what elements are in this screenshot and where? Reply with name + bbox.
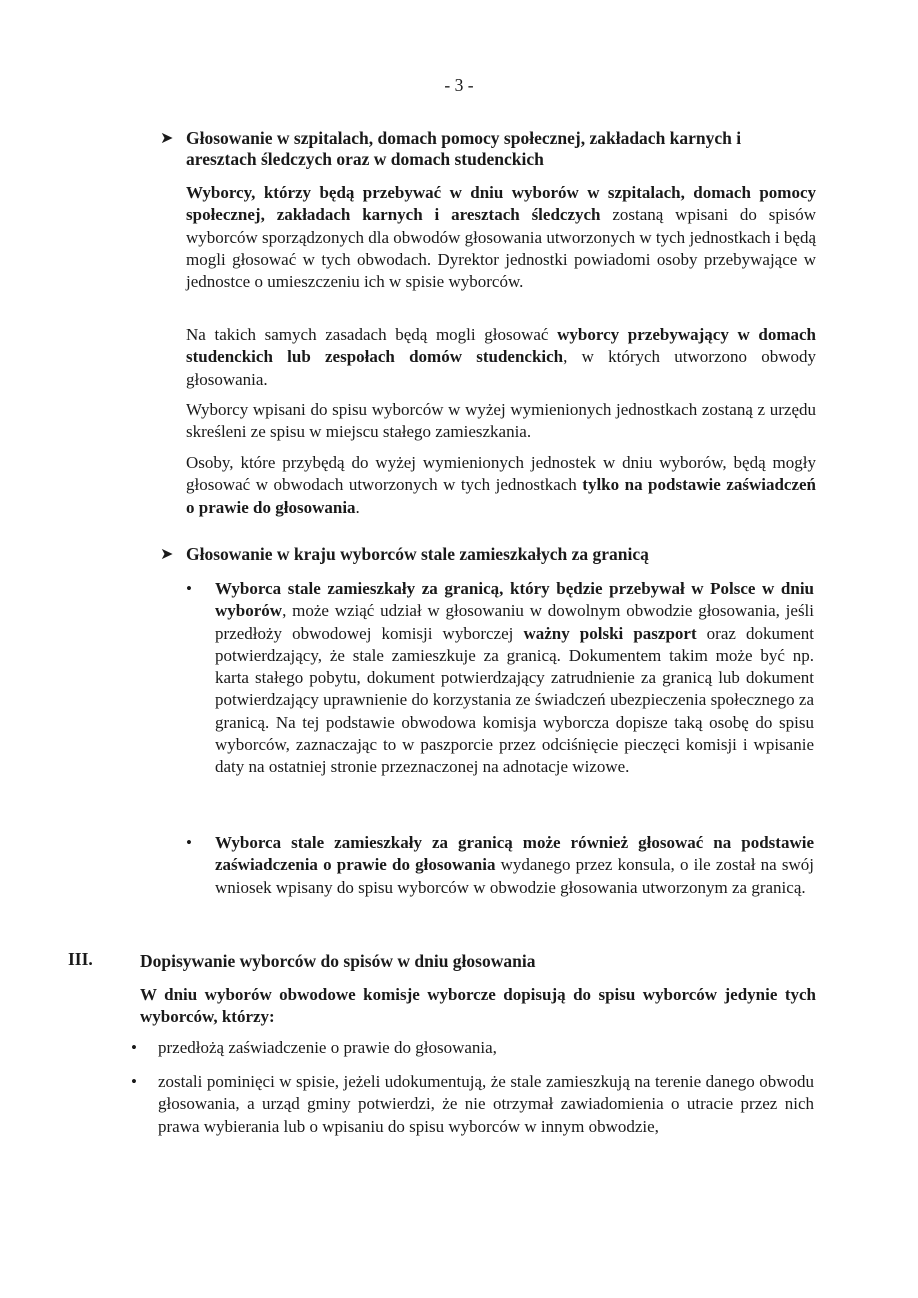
dot-bullet-icon: • bbox=[186, 579, 192, 598]
section-number: III. bbox=[68, 949, 93, 969]
text: Wyborcy wpisani do spisu wyborców w wyżej wymienionych jednostkach zostaną z urzędu skreśleni ze spisu w miejscu stałego zamieszkania. bbox=[186, 400, 816, 442]
text: Osoby, które przybędą do wyżej wymienionych jednostek w dniu wyborów, będą mogły głosować w obwodach utworzonych w tych jednostkach bbox=[186, 453, 816, 495]
text: , w których utworzono obwody głosowania. bbox=[186, 347, 816, 389]
text: wydanego przez konsula, o ile został na swój wniosek wpisany do spisu wyborców w obwodzie głosowania utworzonym za granicą. bbox=[215, 855, 814, 897]
bold-text: ważny polski paszport bbox=[523, 623, 697, 643]
arrowhead-bullet-icon: ➤ bbox=[160, 130, 174, 147]
arrowhead-bullet-icon: ➤ bbox=[160, 546, 174, 563]
text: . bbox=[355, 497, 360, 517]
bold-text: Wyborcy, którzy będą przebywać w dniu wyborów w szpitalach, domach pomocy społecznej, zakładach karnych i aresztach śledczych bbox=[186, 183, 816, 225]
paragraph-student-homes bbox=[186, 324, 816, 391]
paragraph-arriving-persons bbox=[186, 452, 816, 519]
bullet-paragraph-certificate bbox=[215, 832, 814, 899]
bullet-certificate: przedłożą zaświadczenie o prawie do głosowania, bbox=[158, 1038, 497, 1057]
bold-text: wyborcy przebywający w domach studenckich lub zespołach domów studenckich bbox=[186, 325, 816, 367]
paragraph-hospitals-voters bbox=[186, 182, 816, 293]
text: , może wziąć udział w głosowaniu w dowolnym obwodzie głosowania, jeśli przedłoży obwodowej komisji wyborczej bbox=[215, 601, 814, 643]
paragraph-intro-adding: W dniu wyborów obwodowe komisje wyborcze dopisują do spisu wyborców jedynie tych wyborców, którzy: bbox=[140, 985, 816, 1027]
section-heading-adding-voters: Dopisywanie wyborców do spisów w dniu głosowania bbox=[140, 951, 536, 971]
section-heading-hospitals: Głosowanie w szpitalach, domach pomocy społecznej, zakładach karnych i aresztach śledczych oraz w domach studenckich bbox=[186, 128, 742, 169]
page-number: - 3 - bbox=[444, 75, 474, 95]
bold-text: Wyborca stale zamieszkały za granicą może również głosować na podstawie zaświadczenia o prawie do głosowania bbox=[215, 833, 814, 875]
bold-text: tylko na podstawie zaświadczeń o prawie do głosowania bbox=[186, 475, 816, 517]
text: Na takich samych zasadach będą mogli głosować bbox=[186, 325, 558, 344]
text: zostaną wpisani do spisów wyborców sporządzonych dla obwodów głosowania utworzonych w tych jednostkach i będą mogli głosować w tych obwodach. Dyrektor jednostki powiadomi osoby przebywające w jednostce o umieszczeniu ich w spisie wyborców. bbox=[186, 205, 817, 292]
bold-text: Wyborca stale zamieszkały za granicą, który będzie przebywał w Polsce w dniu wyborów bbox=[215, 579, 814, 621]
section-heading-abroad: Głosowanie w kraju wyborców stale zamieszkałych za granicą bbox=[186, 544, 649, 564]
text: oraz dokument potwierdzający, że stale zamieszkuje za granicą. Dokumentem takim może być np. karta stałego pobytu, dokument potwierdzający zatrudnienie za granicą lub dokument potwierdzający uprawnienie do korzystania ze świadczeń ubezpieczenia społecznego za granicą. Na tej podstawie obwodowa komisja wyborcza dopisze taką osobę do spisu wyborców, zaznaczając to w paszporcie przez odciśnięcie pieczęci komisji i wpisanie daty na ostatniej stronie przeznaczonej na adnotacje wizowe. bbox=[215, 623, 814, 777]
dot-bullet-icon: • bbox=[131, 1038, 137, 1057]
dot-bullet-icon: • bbox=[131, 1072, 137, 1091]
dot-bullet-icon: • bbox=[186, 833, 192, 852]
paragraph-removed-from-list bbox=[186, 399, 816, 444]
bullet-paragraph-passport bbox=[215, 578, 814, 779]
bullet-omitted-voters: zostali pominięci w spisie, jeżeli udokumentują, że stale zamieszkują na terenie danego obwodu głosowania, a urząd gminy potwierdzi, że nie otrzymał zawiadomienia o utracie przez nich prawa wybierania lub o wpisaniu do spisu wyborców w innym obwodzie, bbox=[158, 1072, 814, 1136]
